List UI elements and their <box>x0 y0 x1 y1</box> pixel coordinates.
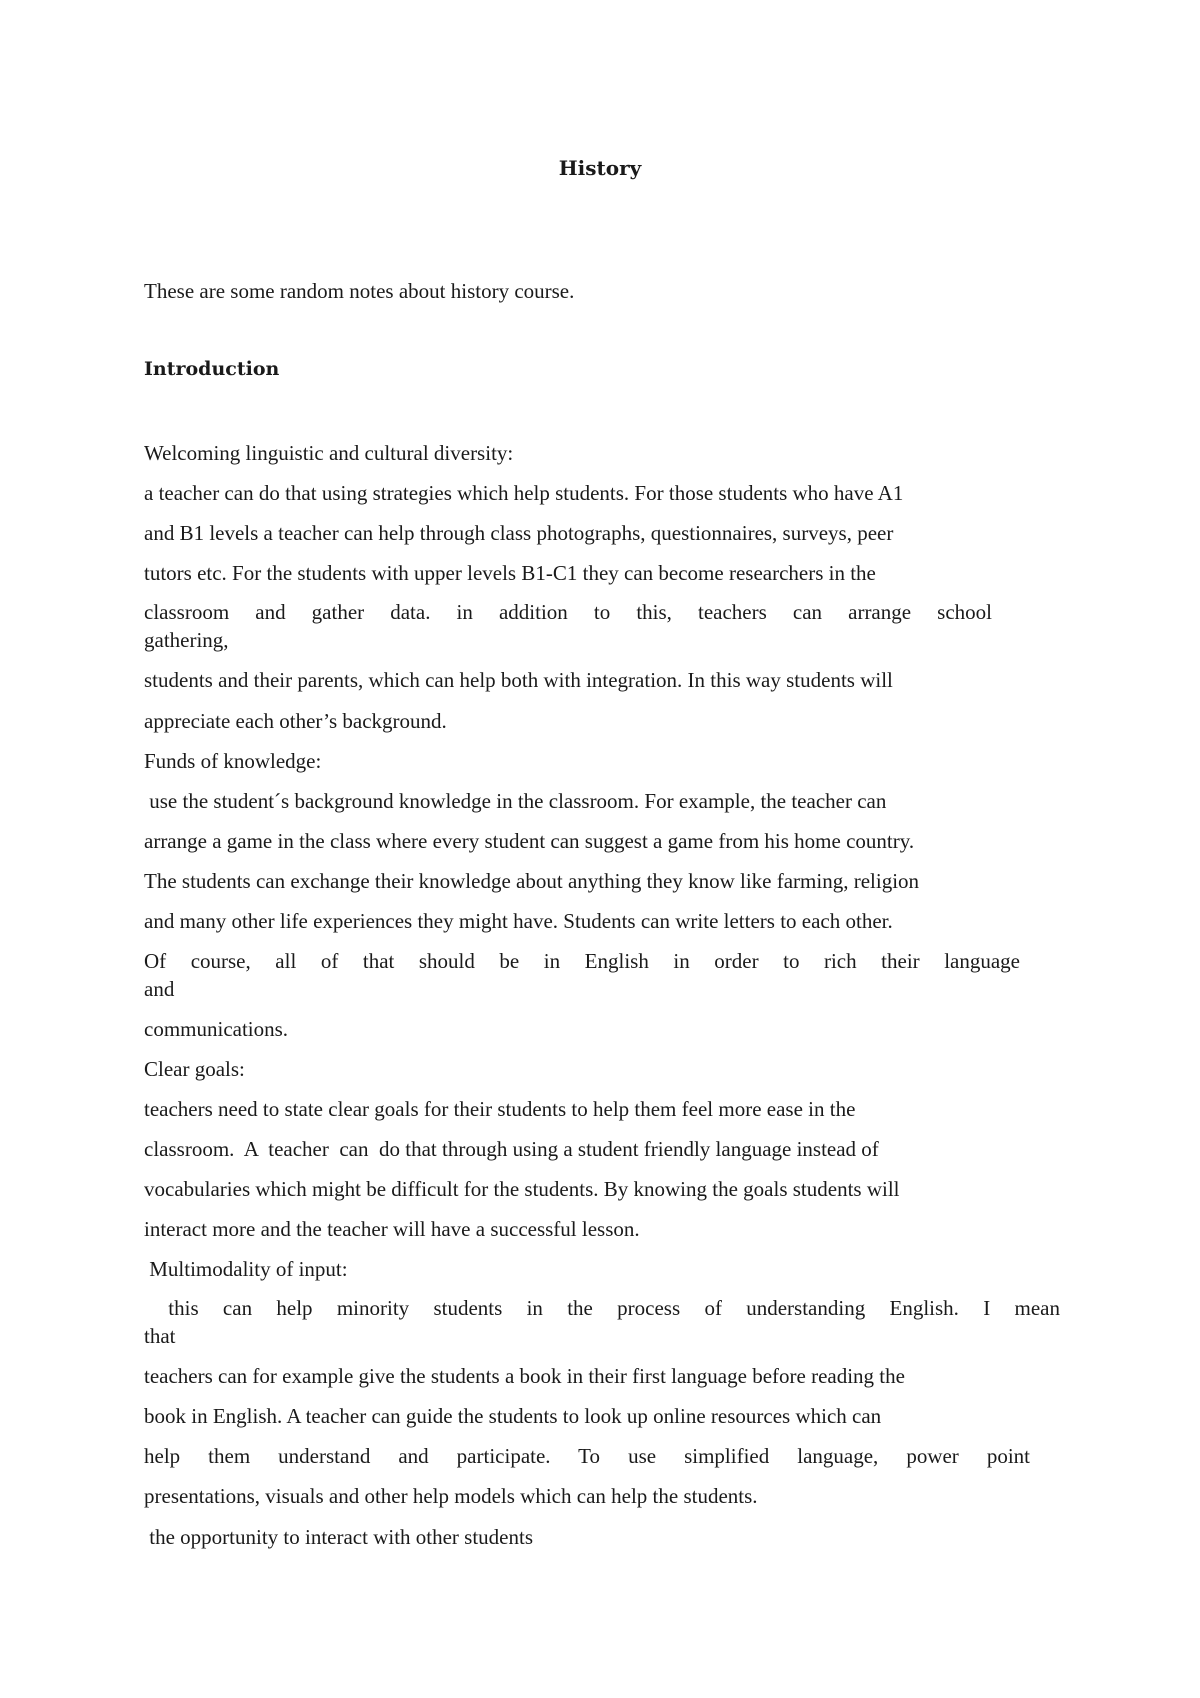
text-line: Of course, all of that should be in English in order to rich their language <box>144 949 1020 973</box>
text-line: appreciate each other’s background. <box>144 709 447 733</box>
text-line: students and their parents, which can help both with integration. In this way students will <box>144 668 893 692</box>
text-line: classroom. A teacher can do that through using a student friendly language instead of <box>144 1137 879 1161</box>
text-line: teachers can for example give the students a book in their first language before reading the <box>144 1364 905 1388</box>
text-line: teachers need to state clear goals for their students to help them feel more ease in the <box>144 1097 856 1121</box>
text-line: tutors etc. For the students with upper levels B1-C1 they can become researchers in the <box>144 561 876 585</box>
text-line: and many other life experiences they might have. Students can write letters to each other. <box>144 909 893 933</box>
text-line: vocabularies which might be difficult for the students. By knowing the goals students will <box>144 1177 900 1201</box>
text-line: that <box>144 1324 176 1348</box>
text-line: a teacher can do that using strategies which help students. For those students who have A1 <box>144 481 904 505</box>
text-line: Multimodality of input: <box>144 1257 348 1281</box>
text-line: presentations, visuals and other help models which can help the students. <box>144 1484 758 1508</box>
text-line: and <box>144 977 175 1001</box>
document-title: History <box>558 156 642 180</box>
text-line: The students can exchange their knowledge about anything they know like farming, religion <box>144 869 920 893</box>
text-line: communications. <box>144 1017 289 1041</box>
intro-paragraph: These are some random notes about history course. <box>144 279 575 303</box>
text-line: the opportunity to interact with other students <box>144 1525 534 1549</box>
text-line: and B1 levels a teacher can help through class photographs, questionnaires, surveys, peer <box>144 521 894 545</box>
text-line: Welcoming linguistic and cultural diversity: <box>144 441 514 465</box>
text-line: arrange a game in the class where every student can suggest a game from his home country. <box>144 829 915 853</box>
text-line: help them understand and participate. To use simplified language, power point <box>144 1444 1030 1468</box>
section-heading: Introduction <box>144 358 280 380</box>
text-line: classroom and gather data. in addition to this, teachers can arrange school <box>144 600 992 624</box>
text-line: Clear goals: <box>144 1057 245 1081</box>
text-line: book in English. A teacher can guide the students to look up online resources which can <box>144 1404 882 1428</box>
text-line: this can help minority students in the process of understanding English. I mean <box>144 1296 1060 1320</box>
text-line: gathering, <box>144 628 229 652</box>
text-line: Funds of knowledge: <box>144 749 322 773</box>
text-line: use the student´s background knowledge in the classroom. For example, the teacher can <box>144 789 887 813</box>
text-line: interact more and the teacher will have a successful lesson. <box>144 1217 640 1241</box>
